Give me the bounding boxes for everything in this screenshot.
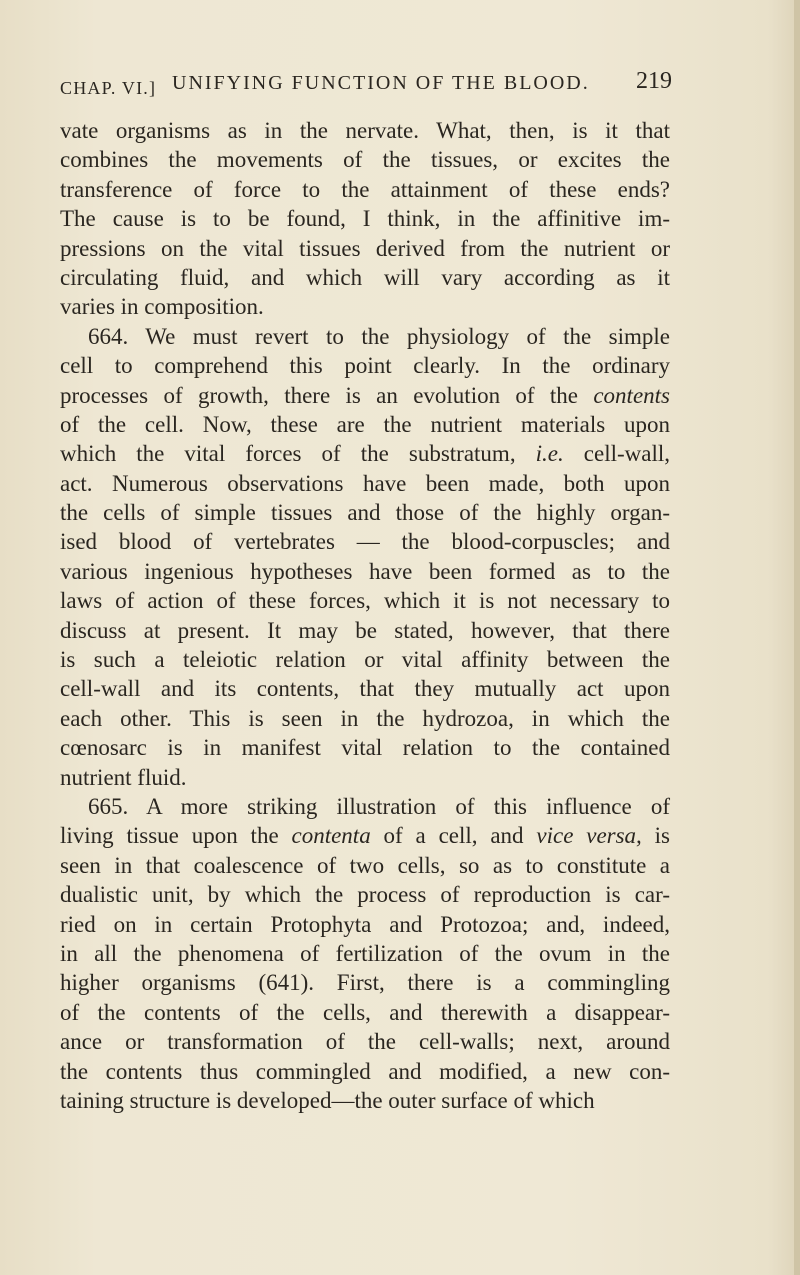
text-line — [60, 527, 670, 556]
text-line — [60, 821, 670, 850]
text-run: each other. This is seen in the hydrozoa, in which the — [60, 705, 670, 731]
text-run: is — [641, 823, 670, 849]
page-edge — [794, 0, 800, 1275]
text-line — [60, 322, 670, 351]
text-run: laws of action of these forces, which it is not necessary to — [60, 588, 670, 614]
text-line — [60, 175, 670, 204]
text-run: the cells of simple tissues and those of the highly organ- — [60, 500, 670, 526]
text-run: act. Numerous observations have been made, both upon — [60, 470, 670, 496]
text-line — [60, 880, 670, 909]
running-header — [60, 68, 680, 104]
text-line — [60, 910, 670, 939]
text-run: ried on in certain Protophyta and Protozoa; and, indeed, — [60, 911, 670, 937]
text-line — [60, 1057, 670, 1086]
text-run: of the contents of the cells, and therewith a disappear- — [60, 999, 670, 1025]
text-line — [60, 498, 670, 527]
text-run: living tissue upon the — [60, 823, 292, 849]
italic-text: vice versa, — [536, 823, 642, 849]
chapter-label: CHAP. VI.] — [60, 78, 157, 98]
text-run: cœnosarc is in manifest vital relation to the contained — [60, 735, 670, 761]
text-run: pressions on the vital tissues derived from the nutrient or — [60, 235, 670, 261]
running-title: UNIFYING FUNCTION OF THE BLOOD. — [172, 72, 590, 94]
text-line — [60, 968, 670, 997]
text-line — [60, 292, 670, 321]
text-line — [60, 439, 670, 468]
text-run: various ingenious hypotheses have been formed as to the — [60, 558, 670, 584]
text-line — [60, 351, 670, 380]
text-run: cell-wall, — [563, 441, 670, 467]
text-run: 665. A more striking illustration of this influence of — [88, 793, 670, 819]
text-line — [60, 1086, 670, 1115]
text-run: of a cell, and — [370, 823, 537, 849]
text-run: processes of growth, there is an evolution of the — [60, 382, 594, 408]
text-line — [60, 469, 670, 498]
text-run: taining structure is developed—the outer surface of which — [60, 1087, 595, 1113]
text-run: which the vital forces of the substratum, — [60, 441, 536, 467]
body-text — [60, 116, 670, 1115]
italic-text: contents — [593, 382, 670, 408]
text-line — [60, 851, 670, 880]
text-run: dualistic unit, by which the process of reproduction is car- — [60, 882, 670, 908]
text-run: varies in composition. — [60, 294, 264, 320]
text-run: cell-wall and its contents, that they mutually act upon — [60, 676, 670, 702]
text-line — [60, 381, 670, 410]
text-run: circulating fluid, and which will vary according as it — [60, 264, 670, 290]
text-run: cell to comprehend this point clearly. In the ordinary — [60, 353, 670, 379]
text-run: ance or transformation of the cell-walls; next, around — [60, 1029, 670, 1055]
text-line — [60, 998, 670, 1027]
text-run: transference of force to the attainment of these ends? — [60, 176, 670, 202]
text-run: discuss at present. It may be stated, however, that there — [60, 617, 670, 643]
text-line — [60, 645, 670, 674]
text-line — [60, 674, 670, 703]
text-line — [60, 234, 670, 263]
text-line — [60, 204, 670, 233]
text-line — [60, 263, 670, 292]
text-line — [60, 733, 670, 762]
text-line — [60, 616, 670, 645]
text-line — [60, 939, 670, 968]
text-line — [60, 586, 670, 615]
text-run: ised blood of vertebrates — the blood-corpuscles; and — [60, 529, 670, 555]
italic-text: contenta — [291, 823, 371, 849]
italic-text: i.e. — [535, 441, 564, 467]
page-number: 219 — [636, 68, 672, 94]
text-run: combines the movements of the tissues, or excites the — [60, 147, 670, 173]
text-run: seen in that coalescence of two cells, so as to constitute a — [60, 852, 670, 878]
text-run: nutrient fluid. — [60, 764, 187, 790]
text-line — [60, 763, 670, 792]
text-run: in all the phenomena of fertilization of the ovum in the — [60, 940, 670, 966]
text-run: of the cell. Now, these are the nutrient materials upon — [60, 411, 670, 437]
text-run: is such a teleiotic relation or vital affinity between the — [60, 647, 670, 673]
text-run: The cause is to be found, I think, in the affinitive im- — [60, 206, 670, 232]
text-run: the contents thus commingled and modified, a new con- — [60, 1058, 670, 1084]
text-line — [60, 557, 670, 586]
text-line — [60, 792, 670, 821]
text-line — [60, 410, 670, 439]
text-line — [60, 1027, 670, 1056]
text-line — [60, 704, 670, 733]
text-run: higher organisms (641). First, there is a commingling — [60, 970, 670, 996]
text-run: 664. We must revert to the physiology of the simple — [88, 323, 670, 349]
text-run: vate organisms as in the nervate. What, then, is it that — [60, 118, 670, 143]
text-line — [60, 116, 670, 145]
text-line — [60, 145, 670, 174]
